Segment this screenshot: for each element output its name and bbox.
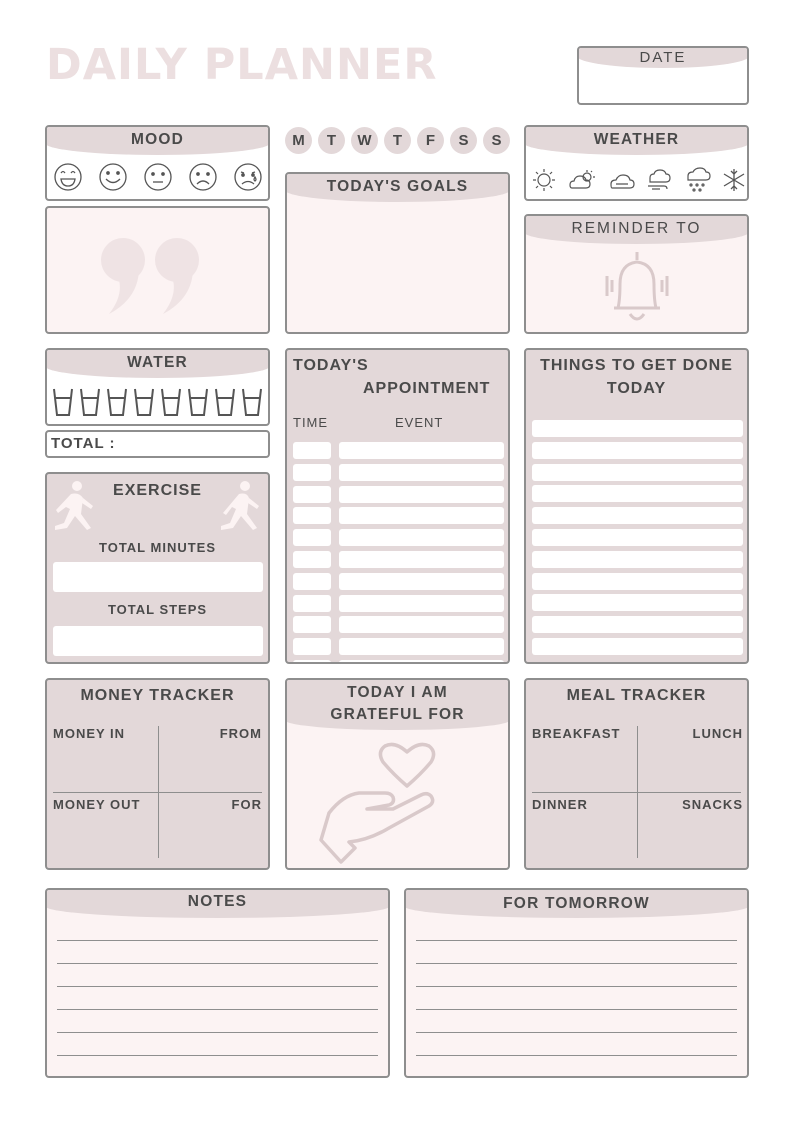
for-tomorrow-box[interactable] bbox=[404, 888, 749, 1078]
notes-line bbox=[57, 986, 378, 987]
todo-item-field[interactable] bbox=[532, 485, 743, 502]
day-wednesday[interactable]: W bbox=[351, 127, 378, 154]
notes-box[interactable] bbox=[45, 888, 390, 1078]
exercise-title: EXERCISE bbox=[113, 482, 202, 499]
grateful-title-line1: TODAY I AM bbox=[347, 684, 448, 701]
breakfast-label: BREAKFAST bbox=[532, 726, 621, 741]
water-glass-icon[interactable] bbox=[80, 388, 100, 416]
sun-icon[interactable] bbox=[532, 168, 556, 192]
appointment-event-field[interactable] bbox=[339, 529, 504, 546]
appointment-time-field[interactable] bbox=[293, 507, 331, 524]
appointment-event-field[interactable] bbox=[339, 573, 504, 590]
reminder-title: REMINDER TO bbox=[571, 220, 702, 237]
page-title: DAILY PLANNER bbox=[46, 40, 438, 90]
appointment-time-field[interactable] bbox=[293, 486, 331, 503]
appointment-time-field[interactable] bbox=[293, 464, 331, 481]
money-tracker-title: MONEY TRACKER bbox=[80, 687, 235, 704]
grateful-title-line2: GRATEFUL FOR bbox=[330, 706, 465, 723]
partly-sunny-icon[interactable] bbox=[568, 168, 596, 192]
water-glass-icon[interactable] bbox=[107, 388, 127, 416]
notes-line bbox=[57, 1032, 378, 1033]
day-sunday[interactable]: S bbox=[483, 127, 510, 154]
water-glass-icon[interactable] bbox=[242, 388, 262, 416]
todo-item-field[interactable] bbox=[532, 594, 743, 611]
total-minutes-field[interactable] bbox=[53, 562, 263, 592]
appointment-event-field[interactable] bbox=[339, 660, 504, 664]
snowflake-icon[interactable] bbox=[722, 168, 746, 192]
dinner-label: DINNER bbox=[532, 797, 588, 812]
meal-tracker-box[interactable] bbox=[524, 678, 749, 870]
meal-divider-horizontal bbox=[532, 792, 741, 793]
water-total-label: TOTAL : bbox=[51, 435, 116, 452]
quote-box[interactable] bbox=[45, 206, 270, 334]
water-glass-icon[interactable] bbox=[161, 388, 181, 416]
cloudy-icon[interactable] bbox=[608, 170, 636, 190]
total-minutes-label: TOTAL MINUTES bbox=[99, 540, 216, 555]
appointment-event-field[interactable] bbox=[339, 486, 504, 503]
water-glass-icon[interactable] bbox=[53, 388, 73, 416]
total-steps-label: TOTAL STEPS bbox=[107, 602, 208, 617]
notes-line bbox=[57, 1055, 378, 1056]
smiling-face-icon[interactable] bbox=[98, 162, 128, 192]
notes-line bbox=[57, 1009, 378, 1010]
neutral-face-icon[interactable] bbox=[143, 162, 173, 192]
tomorrow-line bbox=[416, 986, 737, 987]
total-steps-field[interactable] bbox=[53, 626, 263, 656]
tomorrow-line bbox=[416, 1009, 737, 1010]
todays-goals-box[interactable] bbox=[285, 172, 510, 334]
tomorrow-line bbox=[416, 963, 737, 964]
tomorrow-line bbox=[416, 940, 737, 941]
appointment-time-field[interactable] bbox=[293, 551, 331, 568]
appointment-title-line2: APPOINTMENT bbox=[363, 380, 491, 397]
mood-box bbox=[45, 125, 270, 201]
date-box[interactable] bbox=[577, 46, 749, 105]
tomorrow-line bbox=[416, 1032, 737, 1033]
event-column-label: EVENT bbox=[395, 415, 444, 430]
exercise-box bbox=[45, 472, 270, 664]
date-label: DATE bbox=[639, 49, 687, 66]
money-divider-horizontal bbox=[53, 792, 262, 793]
todo-item-field[interactable] bbox=[532, 638, 743, 655]
appointment-time-field[interactable] bbox=[293, 638, 331, 655]
weather-box bbox=[524, 125, 749, 201]
appointment-time-field[interactable] bbox=[293, 442, 331, 459]
water-total-box[interactable] bbox=[45, 430, 270, 458]
todo-item-field[interactable] bbox=[532, 573, 743, 590]
weather-title: WEATHER bbox=[593, 131, 680, 148]
for-label: FOR bbox=[231, 797, 262, 812]
appointment-event-field[interactable] bbox=[339, 442, 504, 459]
appointment-time-field[interactable] bbox=[293, 573, 331, 590]
water-title: WATER bbox=[127, 354, 188, 371]
appointment-time-field[interactable] bbox=[293, 660, 331, 664]
appointment-event-field[interactable] bbox=[339, 551, 504, 568]
crying-face-icon[interactable] bbox=[233, 162, 263, 192]
sad-face-icon[interactable] bbox=[188, 162, 218, 192]
appointment-event-field[interactable] bbox=[339, 507, 504, 524]
heart-in-hand-icon bbox=[319, 744, 439, 864]
money-tracker-box[interactable] bbox=[45, 678, 270, 870]
snacks-label: SNACKS bbox=[682, 797, 743, 812]
goals-title: TODAY'S GOALS bbox=[326, 178, 469, 195]
appointment-time-field[interactable] bbox=[293, 616, 331, 633]
mood-title: MOOD bbox=[130, 131, 185, 148]
todo-item-field[interactable] bbox=[532, 507, 743, 524]
tomorrow-line bbox=[416, 1055, 737, 1056]
appointment-box bbox=[285, 348, 510, 664]
snow-icon[interactable] bbox=[684, 167, 712, 193]
bell-icon bbox=[604, 250, 670, 328]
appointment-event-field[interactable] bbox=[339, 595, 504, 612]
money-out-label: MONEY OUT bbox=[53, 797, 141, 812]
water-glass-icon[interactable] bbox=[134, 388, 154, 416]
tomorrow-title: FOR TOMORROW bbox=[503, 895, 650, 912]
lunch-label: LUNCH bbox=[692, 726, 743, 741]
day-thursday[interactable]: T bbox=[384, 127, 411, 154]
day-saturday[interactable]: S bbox=[450, 127, 477, 154]
appointment-time-field[interactable] bbox=[293, 595, 331, 612]
from-label: FROM bbox=[219, 726, 262, 741]
quote-mark-icon bbox=[99, 234, 203, 314]
todo-item-field[interactable] bbox=[532, 420, 743, 437]
reminder-box[interactable] bbox=[524, 214, 749, 334]
notes-title: NOTES bbox=[187, 893, 248, 910]
money-in-label: MONEY IN bbox=[53, 726, 126, 741]
laughing-face-icon[interactable] bbox=[53, 162, 83, 192]
water-glass-icon[interactable] bbox=[215, 388, 235, 416]
day-friday[interactable]: F bbox=[417, 127, 444, 154]
grateful-box[interactable] bbox=[285, 678, 510, 870]
day-monday[interactable]: M bbox=[285, 127, 312, 154]
notes-line bbox=[57, 963, 378, 964]
windy-icon[interactable] bbox=[646, 168, 674, 192]
todo-item-field[interactable] bbox=[532, 442, 743, 459]
todo-item-field[interactable] bbox=[532, 464, 743, 481]
appointment-title-line1: TODAY'S bbox=[293, 357, 369, 374]
todo-box bbox=[524, 348, 749, 664]
appointment-event-field[interactable] bbox=[339, 638, 504, 655]
appointment-event-field[interactable] bbox=[339, 616, 504, 633]
water-glass-icon[interactable] bbox=[188, 388, 208, 416]
notes-line bbox=[57, 940, 378, 941]
appointment-event-field[interactable] bbox=[339, 464, 504, 481]
todo-item-field[interactable] bbox=[532, 529, 743, 546]
todo-title-line1: THINGS TO GET DONE bbox=[540, 357, 733, 374]
appointment-time-field[interactable] bbox=[293, 529, 331, 546]
todo-item-field[interactable] bbox=[532, 616, 743, 633]
day-tuesday[interactable]: T bbox=[318, 127, 345, 154]
todo-item-field[interactable] bbox=[532, 551, 743, 568]
todo-title-line2: TODAY bbox=[606, 380, 667, 397]
time-column-label: TIME bbox=[293, 415, 329, 430]
meal-tracker-title: MEAL TRACKER bbox=[566, 687, 707, 704]
water-box bbox=[45, 348, 270, 426]
